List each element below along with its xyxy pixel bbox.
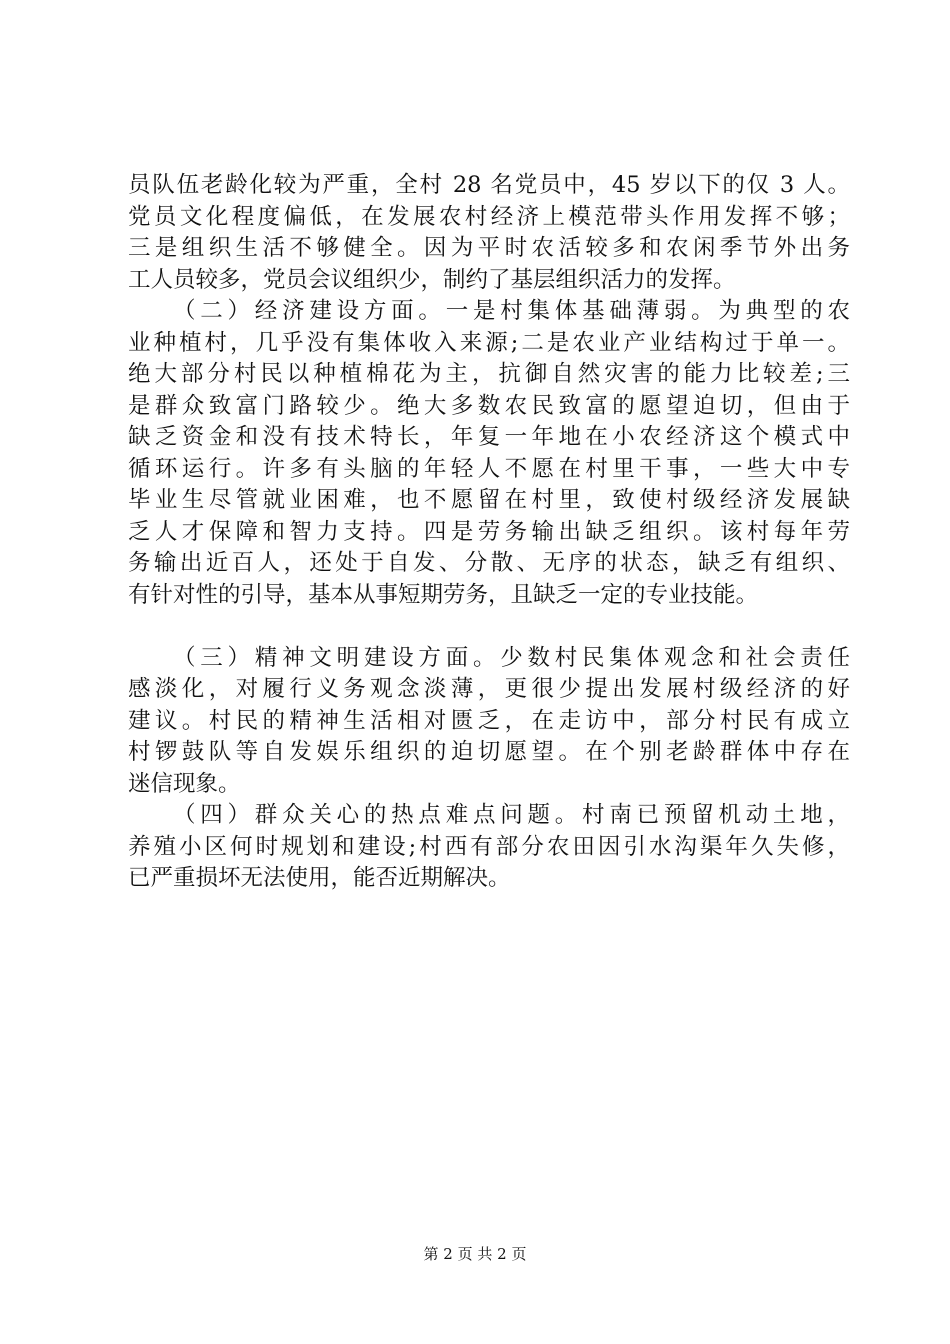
text-line: 循环运行。许多有头脑的年轻人不愿在村里干事，一些大中专 bbox=[128, 455, 850, 482]
paragraph-spacer bbox=[128, 611, 850, 643]
text-line: 党员文化程度偏低，在发展农村经济上模范带头作用发挥不够； bbox=[128, 203, 850, 230]
paragraph-economic-construction bbox=[128, 296, 850, 611]
text-line: 缺乏资金和没有技术特长，年复一年地在小农经济这个模式中 bbox=[128, 424, 850, 450]
text-line: 务输出近百人，还处于自发、分散、无序的状态，缺乏有组织、 bbox=[128, 550, 850, 576]
text-line: 是群众致富门路较少。绝大多数农民致富的愿望迫切，但由于 bbox=[128, 392, 850, 419]
text-line: 感淡化，对履行义务观念淡薄，更很少提出发展村级经济的好 bbox=[128, 676, 850, 702]
text-line: （三）精神文明建设方面。少数村民集体观念和社会责任 bbox=[173, 644, 850, 671]
text-line: （四）群众关心的热点难点问题。村南已预留机动土地， bbox=[173, 802, 850, 828]
text-line: 村锣鼓队等自发娱乐组织的迫切愿望。在个别老龄群体中存在 bbox=[128, 739, 850, 765]
text-line: 迷信现象。 bbox=[128, 770, 241, 797]
text-line: 已严重损坏无法使用，能否近期解决。 bbox=[128, 865, 511, 891]
text-line: 三是组织生活不够健全。因为平时农活较多和农闲季节外出务 bbox=[128, 235, 850, 261]
text-line: 工人员较多，党员会议组织少，制约了基层组织活力的发挥。 bbox=[128, 266, 736, 293]
text-line: 绝大部分村民以种植棉花为主，抗御自然灾害的能力比较差;三 bbox=[128, 361, 850, 387]
paragraph-party-members bbox=[128, 170, 850, 296]
text-line: 业种植村，几乎没有集体收入来源;二是农业产业结构过于单一。 bbox=[128, 329, 850, 356]
paragraph-hot-issues bbox=[128, 800, 850, 895]
text-line: 有针对性的引导，基本从事短期劳务，且缺乏一定的专业技能。 bbox=[128, 581, 759, 608]
text-line: 乏人才保障和智力支持。四是劳务输出缺乏组织。该村每年劳 bbox=[128, 518, 850, 545]
text-line: （二）经济建设方面。一是村集体基础薄弱。为典型的农 bbox=[173, 298, 850, 324]
document-body bbox=[128, 170, 850, 895]
text-line: 养殖小区何时规划和建设;村西有部分农田因引水沟渠年久失修， bbox=[128, 833, 850, 860]
page-number-footer: 第 2 页 共 2 页 bbox=[423, 1245, 527, 1263]
paragraph-spiritual-civilization bbox=[128, 643, 850, 801]
text-line: 员队伍老龄化较为严重，全村 28 名党员中，45 岁以下的仅 3 人。 bbox=[128, 172, 850, 198]
text-line: 毕业生尽管就业困难，也不愿留在村里，致使村级经济发展缺 bbox=[128, 487, 850, 513]
text-line: 建议。村民的精神生活相对匮乏，在走访中，部分村民有成立 bbox=[128, 707, 850, 734]
